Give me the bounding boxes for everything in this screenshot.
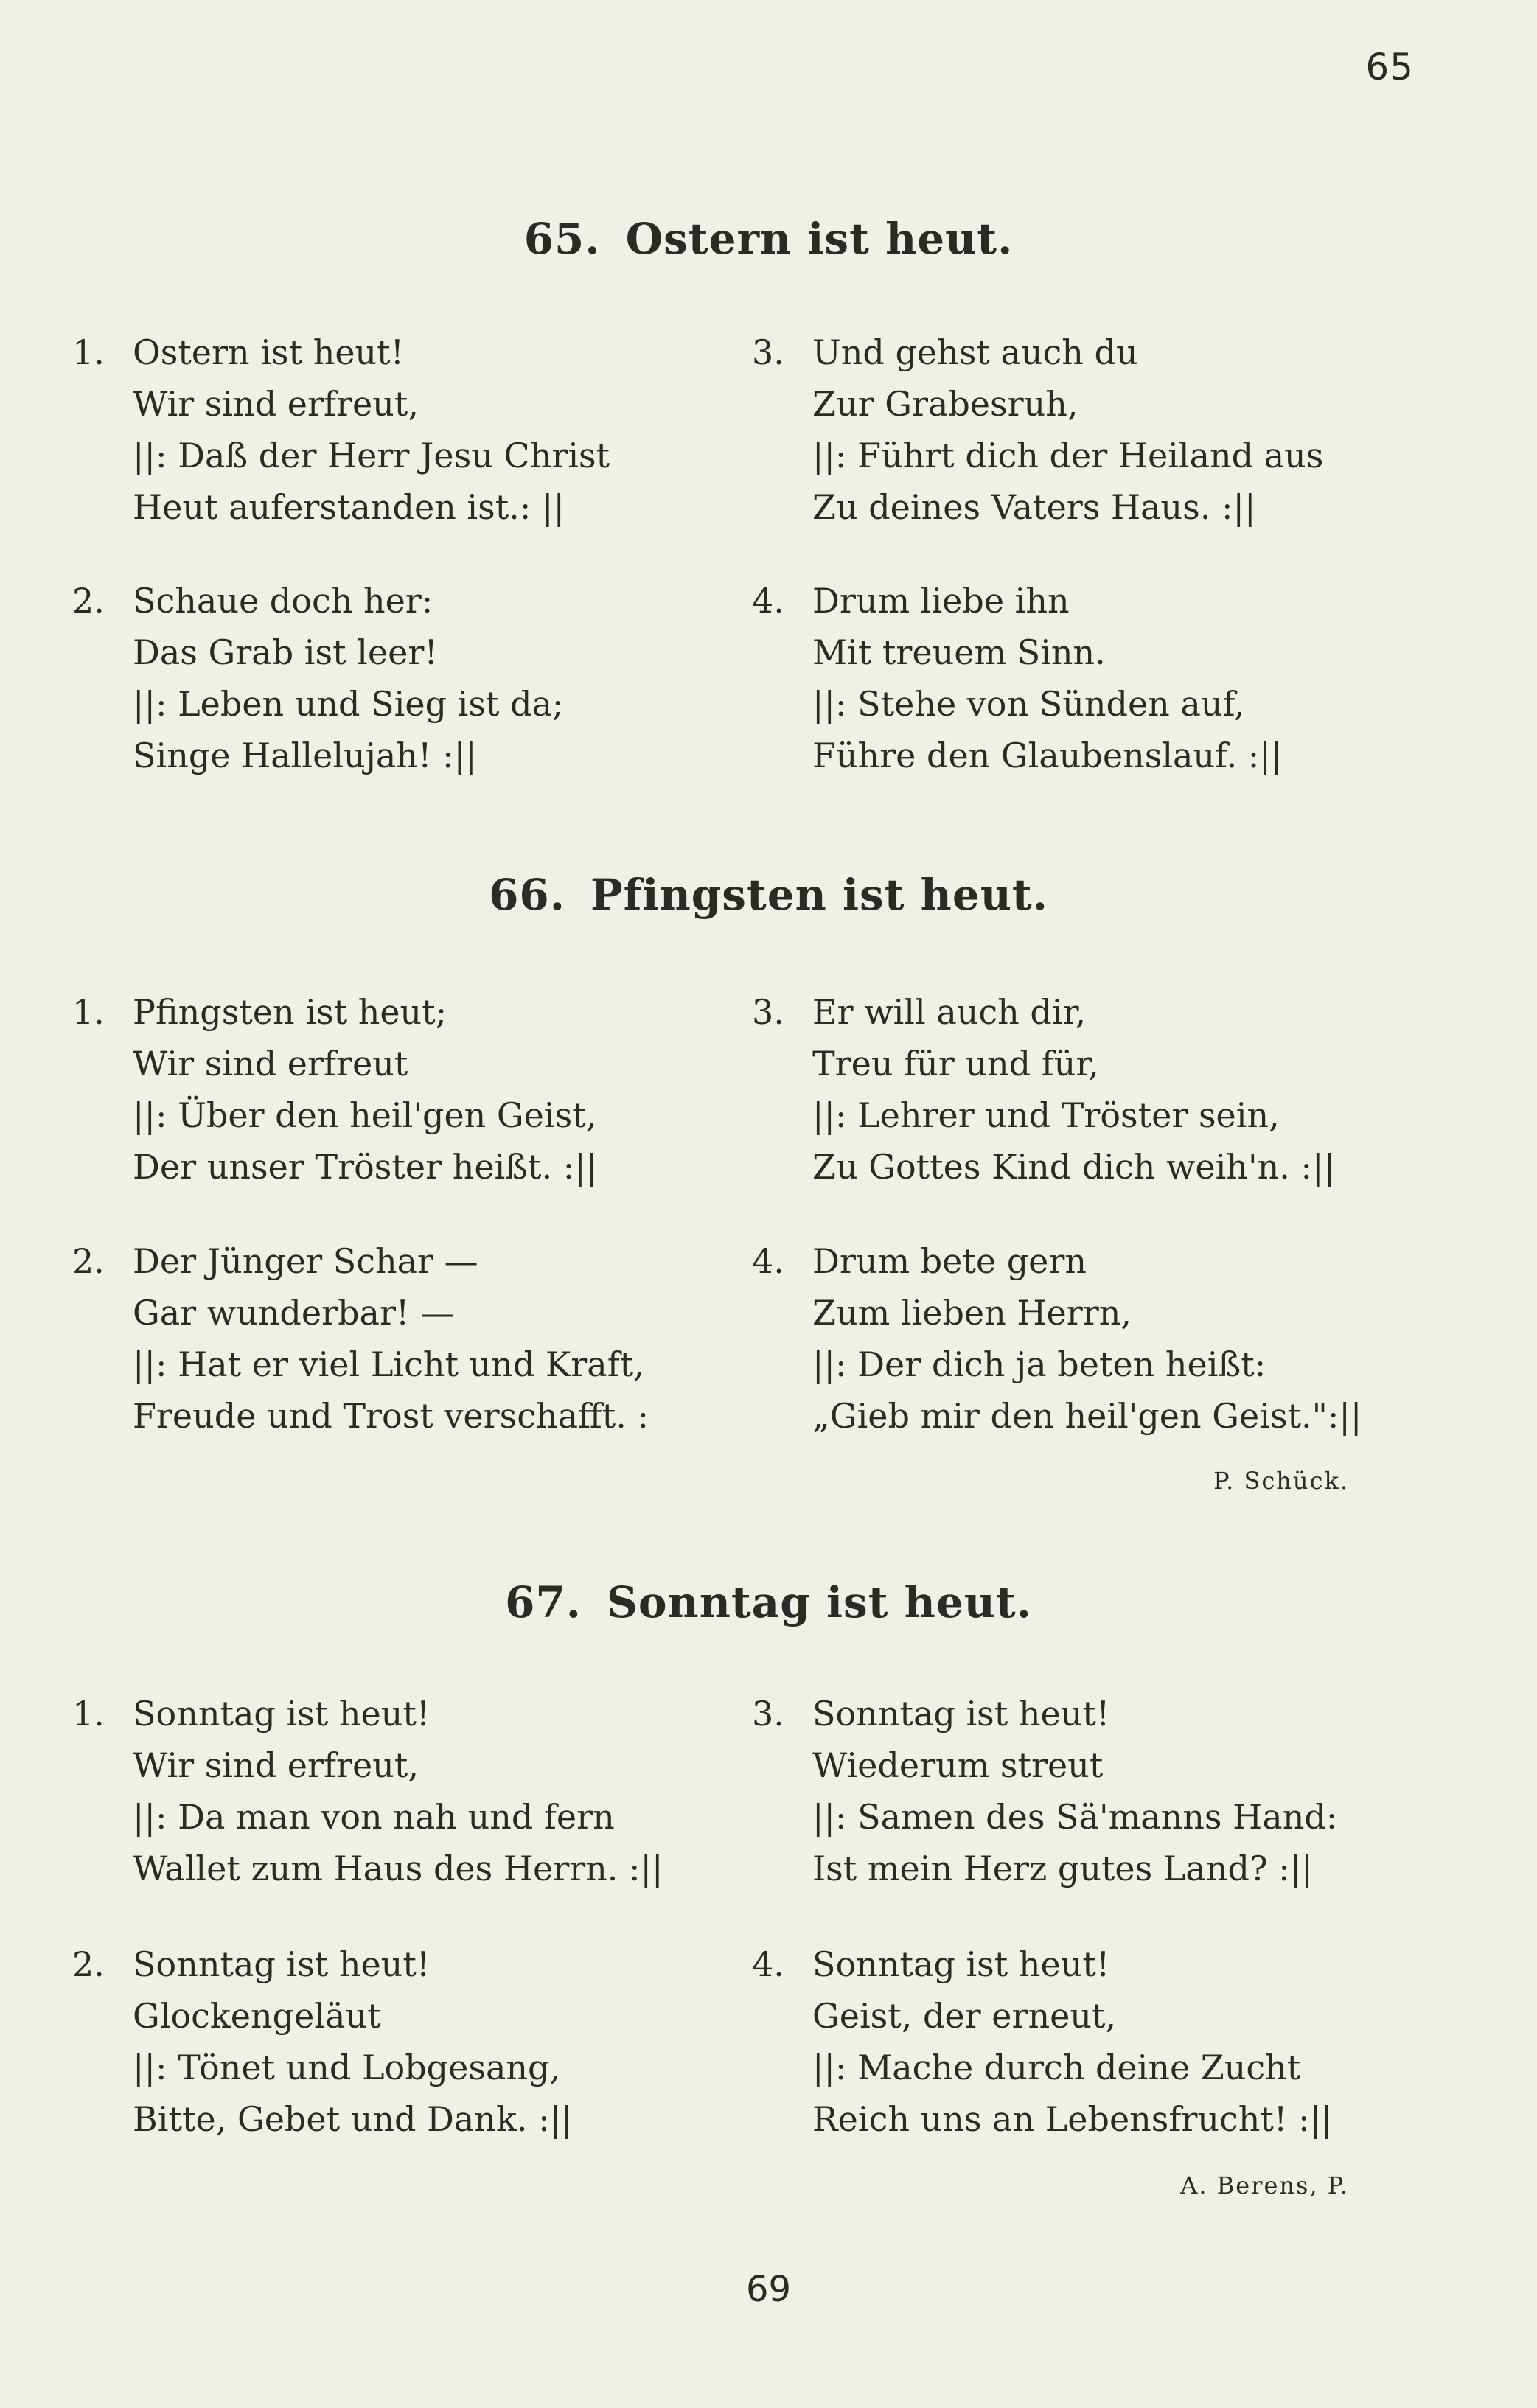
hymn-number: 67. bbox=[505, 1577, 582, 1627]
verse-line: Wallet zum Haus des Herrn. :|| bbox=[133, 1849, 663, 1888]
verse-number: 4. bbox=[752, 1944, 784, 1984]
verse-line: ||: Mache durch deine Zucht bbox=[812, 2048, 1301, 2087]
verse-line: Zur Grabesruh, bbox=[812, 384, 1078, 424]
author-credit: P. Schück. bbox=[1213, 1467, 1349, 1495]
verse-line: ||: Tönet und Lobgesang, bbox=[133, 2048, 561, 2087]
verse-line: Drum bete gern bbox=[812, 1241, 1087, 1281]
verse-line: ||: Da man von nah und fern bbox=[133, 1797, 615, 1837]
verse-line: Sonntag ist heut! bbox=[133, 1694, 431, 1734]
verse-line: Sonntag ist heut! bbox=[812, 1944, 1110, 1984]
verse-line: Führe den Glaubenslauf. :|| bbox=[812, 736, 1283, 775]
verse-line: Sonntag ist heut! bbox=[133, 1944, 431, 1984]
hymn-title bbox=[0, 214, 1537, 264]
verse-line: Schaue doch her: bbox=[133, 581, 433, 621]
hymn-title bbox=[0, 1577, 1537, 1627]
verse-line: Wir sind erfreut, bbox=[133, 1745, 419, 1785]
verse-line: ||: Lehrer und Tröster sein, bbox=[812, 1095, 1280, 1135]
hymn-title bbox=[0, 870, 1537, 920]
verse-number: 4. bbox=[752, 581, 784, 621]
hymn-title-text: Pfingsten ist heut. bbox=[590, 870, 1048, 920]
verse-line: ||: Samen des Sä'manns Hand: bbox=[812, 1797, 1338, 1837]
verse-number: 3. bbox=[752, 1694, 784, 1734]
verse-number: 1. bbox=[72, 992, 105, 1032]
verse-line: Ist mein Herz gutes Land? :|| bbox=[812, 1849, 1313, 1888]
verse-line: Und gehst auch du bbox=[812, 332, 1138, 372]
verse-line: ||: Über den heil'gen Geist, bbox=[133, 1095, 597, 1135]
page-number-top: 65 bbox=[1365, 46, 1414, 88]
verse-line: ||: Führt dich der Heiland aus bbox=[812, 436, 1324, 475]
verse-line: Er will auch dir, bbox=[812, 992, 1087, 1032]
verse-line: Reich uns an Lebensfrucht! :|| bbox=[812, 2099, 1333, 2139]
verse-line: Pfingsten ist heut; bbox=[133, 992, 447, 1032]
verse-line: Wir sind erfreut bbox=[133, 1044, 408, 1083]
verse-number: 2. bbox=[72, 1944, 105, 1984]
verse-line: ||: Leben und Sieg ist da; bbox=[133, 684, 564, 724]
hymn-number: 65. bbox=[523, 214, 601, 264]
verse-line: Der unser Tröster heißt. :|| bbox=[133, 1147, 598, 1187]
author-credit: A. Berens, P. bbox=[1180, 2171, 1349, 2199]
verse-line: Gar wunderbar! — bbox=[133, 1293, 455, 1333]
verse-line: Mit treuem Sinn. bbox=[812, 632, 1106, 672]
verse-line: Singe Hallelujah! :|| bbox=[133, 736, 477, 775]
verse-line: Bitte, Gebet und Dank. :|| bbox=[133, 2099, 573, 2139]
verse-line: ||: Stehe von Sünden auf, bbox=[812, 684, 1245, 724]
verse-number: 1. bbox=[72, 1694, 105, 1734]
page-number-bottom: 69 bbox=[745, 2269, 792, 2310]
verse-line: ||: Hat er viel Licht und Kraft, bbox=[133, 1344, 644, 1384]
verse-line: Das Grab ist leer! bbox=[133, 632, 438, 672]
verse-line: Glockengeläut bbox=[133, 1996, 381, 2036]
verse-line: Geist, der erneut, bbox=[812, 1996, 1117, 2036]
hymn-number: 66. bbox=[489, 870, 565, 920]
verse-line: Treu für und für, bbox=[812, 1044, 1099, 1083]
verse-line: Wir sind erfreut, bbox=[133, 384, 419, 424]
verse-number: 2. bbox=[72, 1241, 105, 1281]
verse-number: 4. bbox=[752, 1241, 784, 1281]
verse-line: ||: Daß der Herr Jesu Christ bbox=[133, 436, 610, 475]
verse-line: Drum liebe ihn bbox=[812, 581, 1070, 621]
hymn-title-text: Ostern ist heut. bbox=[625, 214, 1014, 264]
verse-number: 3. bbox=[752, 992, 784, 1032]
verse-line: Der Jünger Schar — bbox=[133, 1241, 478, 1281]
verse-line: Freude und Trost verschafft. : bbox=[133, 1396, 649, 1436]
verse-line: ||: Der dich ja beten heißt: bbox=[812, 1344, 1266, 1384]
verse-line: Wiederum streut bbox=[812, 1745, 1104, 1785]
verse-line: Heut auferstanden ist.: || bbox=[133, 487, 565, 527]
verse-number: 1. bbox=[72, 332, 105, 372]
verse-line: Zu Gottes Kind dich weih'n. :|| bbox=[812, 1147, 1335, 1187]
verse-number: 3. bbox=[752, 332, 784, 372]
verse-line: „Gieb mir den heil'gen Geist.":|| bbox=[812, 1396, 1362, 1436]
verse-number: 2. bbox=[72, 581, 105, 621]
verse-line: Zum lieben Herrn, bbox=[812, 1293, 1132, 1333]
verse-line: Sonntag ist heut! bbox=[812, 1694, 1110, 1734]
verse-line: Zu deines Vaters Haus. :|| bbox=[812, 487, 1256, 527]
verse-line: Ostern ist heut! bbox=[133, 332, 405, 372]
hymn-title-text: Sonntag ist heut. bbox=[606, 1577, 1032, 1627]
